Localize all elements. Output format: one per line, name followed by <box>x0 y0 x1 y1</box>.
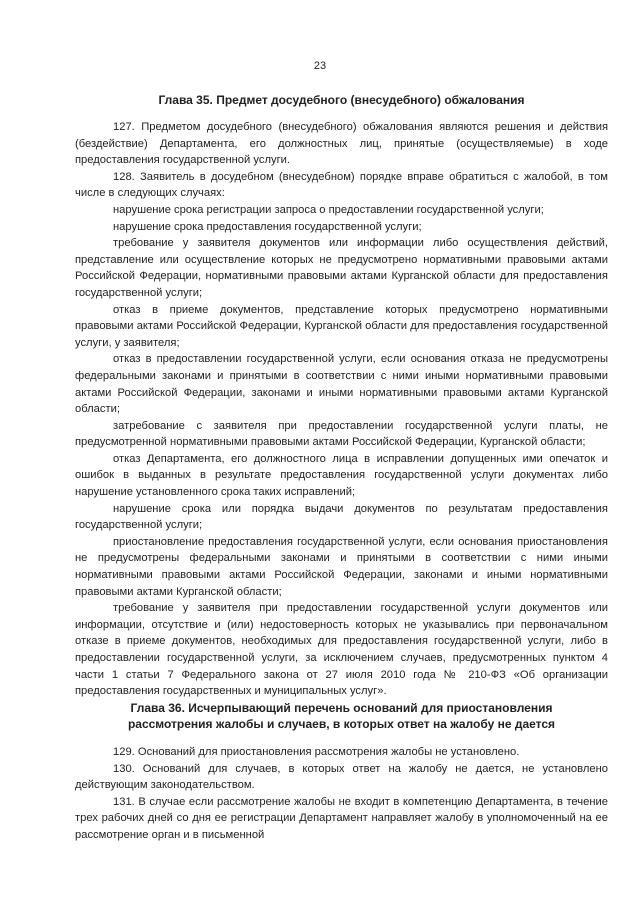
list-item: отказ в приеме документов, представление которых предусмотрено нормативными правовыми актами Российской Федерации, Курганской области для предоставления государственной услуги, у заявителя; <box>75 303 608 349</box>
list-item: приостановление предоставления государственной услуги, если основания приостановления не предусмотрены федеральными законами и принятыми в соответствии с ними иными нормативными правовыми актами Российской Федерации, законами и иными нормативными правовыми актами Курганской области; <box>75 535 608 598</box>
list-item: требование у заявителя документов или информации либо осуществления действий, представление или осуществление которых не предусмотрено нормативными правовыми актами Российской Федерации, нормативными правовыми актами Курганской области для предоставления государственной услуги; <box>75 237 608 299</box>
paragraph-127: 127. Предметом досудебного (внесудебного) обжалования являются решения и действия (бездействие) Департамента, его должностных лиц, принятые (осуществляемые) в ходе предоставления государственной услуги. <box>75 121 608 167</box>
paragraph-130: 130. Оснований для случаев, в которых ответ на жалобу не дается, не установлено действующим законодательством. <box>75 762 608 792</box>
list-item: нарушение срока регистрации запроса о предоставлении государственной услуги; <box>113 203 544 216</box>
list-item: нарушение срока предоставления государственной услуги; <box>113 220 422 233</box>
paragraph-129: 129. Оснований для приостановления рассмотрения жалобы не установлено. <box>113 746 520 758</box>
list-item: требование у заявителя при предоставлении государственной услуги документов или информации, отсутствие и (или) недостоверность которых не указывались при первоначальном отказе в приеме документов, необходимых для предоставления государственной услуги, либо в предоставлении государственной услуги, за исключением случаев, предусмотренных пунктом 4 части 1 статьи 7 Федерального закона от 27 июля 2010 года № 210-ФЗ «Об организации предоставления государственных и муниципальных услуг». <box>75 602 608 698</box>
list-item: отказ Департамента, его должностного лица в исправлении допущенных ими опечаток и ошибок в выданных в результате предоставления государственной услуги документах либо нарушение установленного срока таких исправлений; <box>75 452 608 499</box>
list-item: затребование с заявителя при предоставлении государственной услуги платы, не предусмотренной нормативными правовыми актами Российской Федерации, Курганской области; <box>75 419 608 449</box>
page-number: 23 <box>313 60 327 72</box>
chapter-36-title <box>75 700 608 732</box>
chapter-36-body <box>75 744 608 844</box>
paragraph-131: 131. В случае если рассмотрение жалобы не входит в компетенцию Департамента, в течение трех рабочих дней со дня ее регистрации Департамент направляет жалобу в уполномоченный на ее рассмотрение орган и в письменной <box>75 795 608 841</box>
chapter-35-body <box>75 119 608 700</box>
chapter-36-title-line-2: рассмотрения жалобы и случаев, в которых ответ на жалобу не дается <box>127 717 556 731</box>
chapter-35-title: Глава 35. Предмет досудебного (внесудебного) обжалования <box>158 93 525 107</box>
paragraph-128: 128. Заявитель в досудебном (внесудебном) порядке вправе обратиться с жалобой, в том числе в следующих случаях: <box>75 170 608 200</box>
chapter-36-title-line-1: Глава 36. Исчерпывающий перечень оснований для приостановления <box>130 701 553 715</box>
list-item: отказ в предоставлении государственной услуги, если основания отказа не предусмотрены федеральными законами и принятыми в соответствии с ними иными нормативными правовыми актами Российской Федерации, законами и иными нормативными правовыми актами Курганской области; <box>75 353 608 416</box>
list-item: нарушение срока или порядка выдачи документов по результатам предоставления государственной услуги; <box>75 502 608 532</box>
